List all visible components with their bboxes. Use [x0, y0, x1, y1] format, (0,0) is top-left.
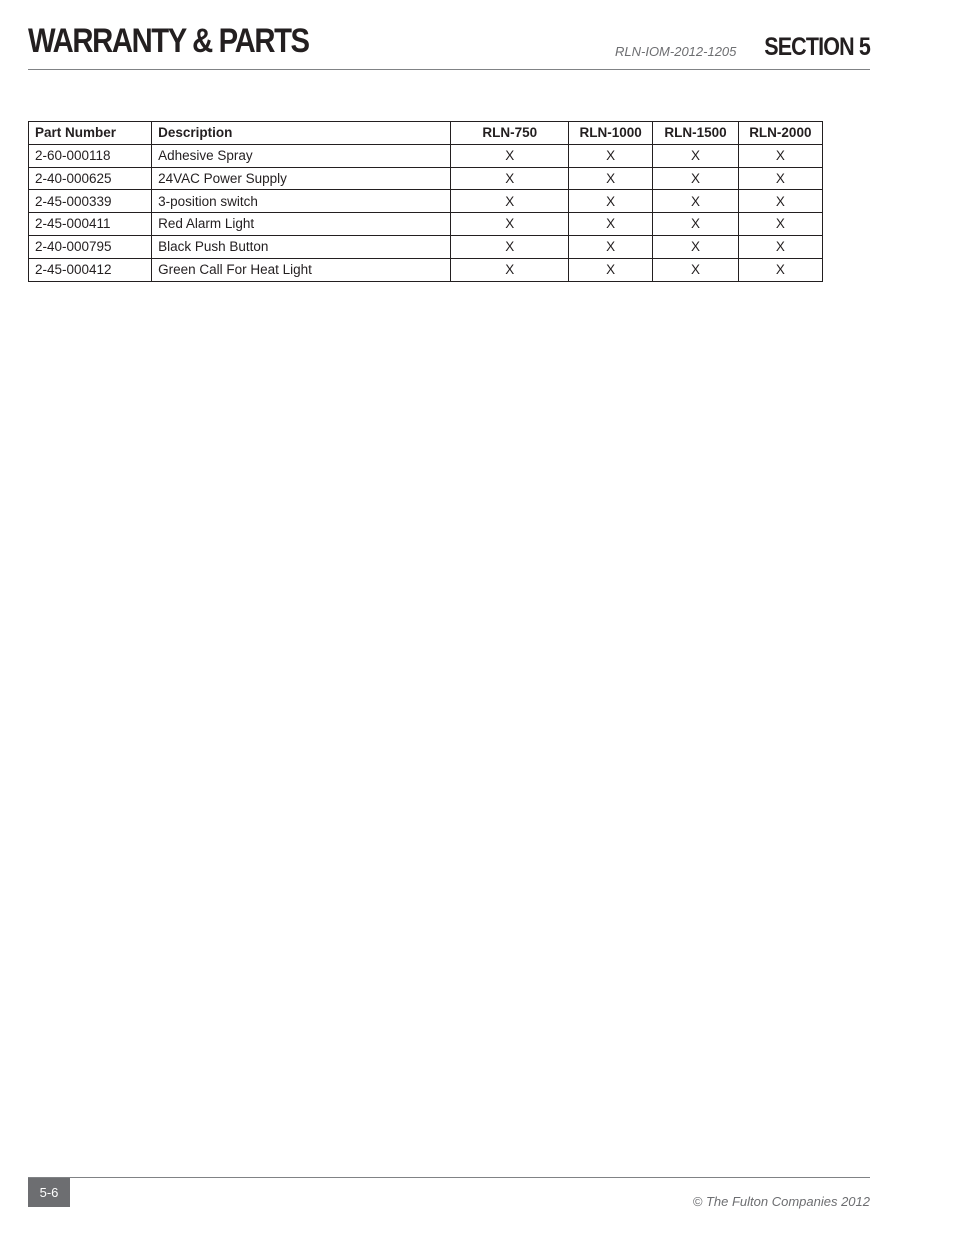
parts-table [28, 121, 823, 282]
description-cell: Adhesive Spray [152, 144, 451, 167]
model-fit-cell: X [738, 258, 822, 281]
model-fit-cell: X [569, 167, 653, 190]
description-cell: Green Call For Heat Light [152, 258, 451, 281]
part-number-cell: 2-40-000625 [29, 167, 152, 190]
page-title: WARRANTY & PARTS [28, 22, 309, 60]
model-fit-cell: X [653, 258, 738, 281]
model-fit-cell: X [451, 167, 569, 190]
table-row [29, 190, 823, 213]
column-header-rln-2000: RLN-2000 [738, 122, 822, 145]
column-header-rln-1500: RLN-1500 [653, 122, 738, 145]
copyright-text: © The Fulton Companies 2012 [692, 1194, 870, 1209]
part-number-cell: 2-40-000795 [29, 235, 152, 258]
part-number-cell: 2-45-000339 [29, 190, 152, 213]
table-row [29, 258, 823, 281]
model-fit-cell: X [451, 213, 569, 236]
model-fit-cell: X [451, 235, 569, 258]
model-fit-cell: X [653, 235, 738, 258]
table-header-row [29, 122, 823, 145]
model-fit-cell: X [451, 144, 569, 167]
model-fit-cell: X [653, 213, 738, 236]
table-row [29, 213, 823, 236]
column-header-part-number: Part Number [29, 122, 152, 145]
part-number-cell: 2-45-000411 [29, 213, 152, 236]
model-fit-cell: X [738, 167, 822, 190]
part-number-cell: 2-45-000412 [29, 258, 152, 281]
model-fit-cell: X [569, 235, 653, 258]
model-fit-cell: X [738, 213, 822, 236]
column-header-rln-1000: RLN-1000 [569, 122, 653, 145]
column-header-rln-750: RLN-750 [451, 122, 569, 145]
model-fit-cell: X [569, 144, 653, 167]
model-fit-cell: X [569, 190, 653, 213]
model-fit-cell: X [738, 144, 822, 167]
model-fit-cell: X [569, 213, 653, 236]
description-cell: 24VAC Power Supply [152, 167, 451, 190]
part-number-cell: 2-60-000118 [29, 144, 152, 167]
table-row [29, 144, 823, 167]
model-fit-cell: X [451, 258, 569, 281]
model-fit-cell: X [738, 235, 822, 258]
section-label: SECTION 5 [764, 33, 870, 61]
model-fit-cell: X [653, 167, 738, 190]
table-row [29, 167, 823, 190]
description-cell: 3-position switch [152, 190, 451, 213]
model-fit-cell: X [653, 144, 738, 167]
model-fit-cell: X [653, 190, 738, 213]
header-divider [28, 69, 870, 70]
model-fit-cell: X [451, 190, 569, 213]
page-number-badge: 5-6 [28, 1178, 70, 1207]
column-header-description: Description [152, 122, 451, 145]
model-fit-cell: X [569, 258, 653, 281]
table-row [29, 235, 823, 258]
description-cell: Black Push Button [152, 235, 451, 258]
document-number: RLN-IOM-2012-1205 [615, 44, 737, 59]
model-fit-cell: X [738, 190, 822, 213]
footer-divider [28, 1177, 870, 1178]
description-cell: Red Alarm Light [152, 213, 451, 236]
